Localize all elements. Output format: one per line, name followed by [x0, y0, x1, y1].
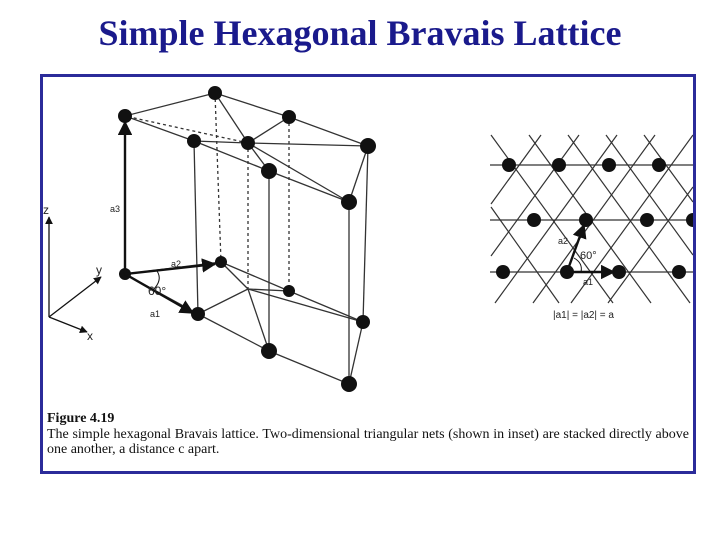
atom — [602, 158, 616, 172]
atom — [360, 138, 376, 154]
atom — [241, 136, 255, 150]
axis-label-z: z — [43, 203, 49, 217]
vector-a2-arrow — [125, 264, 215, 274]
atom — [261, 343, 277, 359]
axes — [49, 217, 101, 332]
atom — [356, 315, 370, 329]
figure-frame — [40, 74, 696, 474]
atom — [187, 134, 201, 148]
atom — [672, 265, 686, 279]
axis-label-y: y — [96, 263, 102, 277]
y-axis — [49, 277, 101, 317]
atom — [579, 213, 593, 227]
inset-label-a2: a2 — [558, 236, 569, 246]
atom — [118, 109, 132, 123]
atom — [640, 213, 654, 227]
atom — [496, 265, 510, 279]
slide-title: Simple Hexagonal Bravais Lattice — [98, 13, 622, 53]
atom — [341, 194, 357, 210]
figure-caption — [47, 411, 689, 458]
prism-atoms — [118, 86, 376, 392]
atom — [261, 163, 277, 179]
atom — [652, 158, 666, 172]
inset-a2-arrow — [567, 225, 584, 272]
atom — [215, 256, 227, 268]
x-axis — [49, 317, 87, 332]
atom — [686, 213, 693, 227]
vector-label-a2: a2 — [171, 259, 182, 269]
atom — [283, 285, 295, 297]
atom — [191, 307, 205, 321]
primitive-vectors — [125, 122, 215, 313]
inset-angle-label: 60° — [580, 250, 597, 262]
angle-label: 60° — [148, 284, 167, 298]
atom — [341, 376, 357, 392]
vector-label-a1: a1 — [150, 309, 161, 319]
atom — [612, 265, 626, 279]
atom — [527, 213, 541, 227]
atom — [208, 86, 222, 100]
atom — [552, 158, 566, 172]
caption-title: Figure 4.19 — [47, 411, 115, 426]
inset-label-a1: a1 — [583, 277, 594, 287]
axis-label-x: x — [87, 329, 93, 343]
vector-label-a3: a3 — [110, 204, 121, 214]
atom — [282, 110, 296, 124]
atom — [502, 158, 516, 172]
inset-relation: |a1| = |a2| = a — [553, 310, 614, 321]
caption-text: The simple hexagonal Bravais lattice. Two-dimensional triangular nets (shown in inset) are stacked directly above one another, a distance c apart. — [47, 426, 689, 457]
